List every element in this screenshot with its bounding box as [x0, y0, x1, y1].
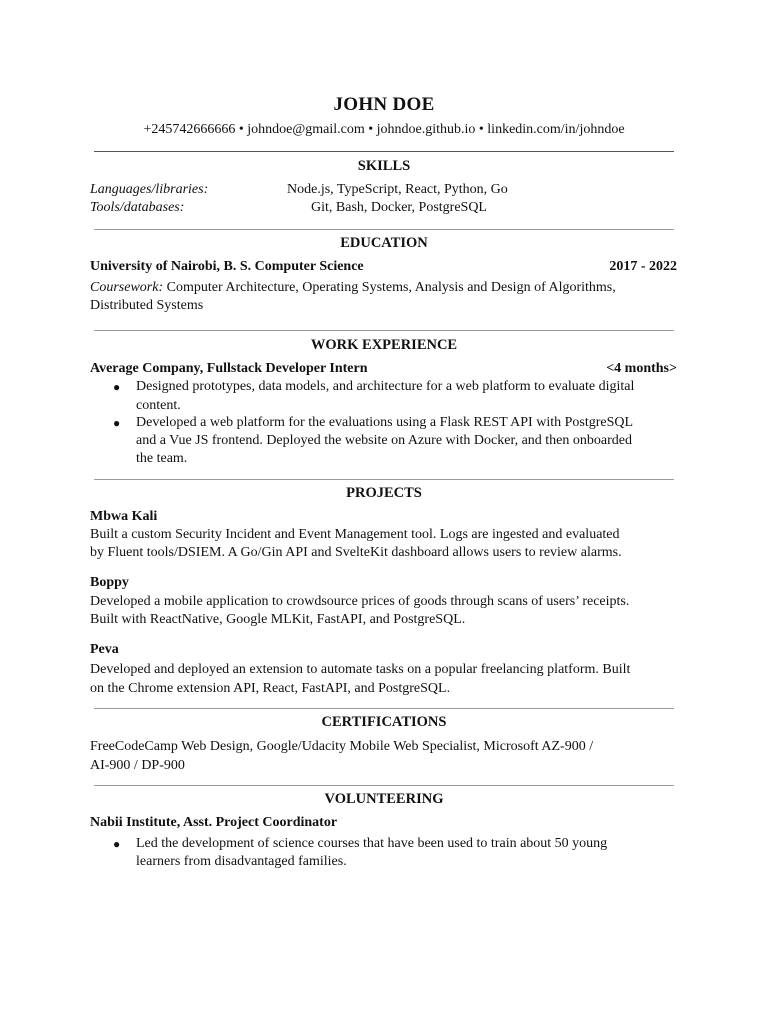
- project-desc-line2: Built with ReactNative, Google MLKit, FastAPI, and PostgreSQL.: [90, 612, 466, 627]
- header-divider: [94, 151, 674, 152]
- project-name: Peva: [90, 642, 119, 657]
- work-bullet-1-line1: Designed prototypes, data models, and architecture for a web platform to evaluate digital: [136, 379, 635, 394]
- volunteering-role: Nabii Institute, Asst. Project Coordinator: [90, 815, 338, 830]
- volunteering-heading: VOLUNTEERING: [324, 791, 444, 807]
- bullet-icon: ●: [113, 380, 121, 394]
- skills-value-tools: Git, Bash, Docker, PostgreSQL: [311, 200, 487, 215]
- coursework-line2: Distributed Systems: [90, 298, 204, 313]
- project-name: Boppy: [90, 575, 129, 590]
- section-divider: [94, 229, 674, 230]
- skills-heading: SKILLS: [357, 158, 411, 174]
- project-name: Mbwa Kali: [90, 509, 158, 524]
- projects-heading: PROJECTS: [346, 485, 422, 501]
- certifications-heading: CERTIFICATIONS: [321, 714, 447, 730]
- work-bullet-2-line3: the team.: [136, 451, 188, 466]
- project-desc-line1: Developed a mobile application to crowdsource prices of goods through scans of users’ receipts.: [90, 594, 630, 609]
- certifications-line1: FreeCodeCamp Web Design, Google/Udacity Mobile Web Specialist, Microsoft AZ-900 /: [90, 739, 594, 754]
- volunteering-bullet-line2: learners from disadvantaged families.: [136, 854, 347, 869]
- education-school: University of Nairobi, B. S. Computer Science: [90, 259, 364, 274]
- section-divider: [94, 708, 674, 709]
- contact-line: +245742666666 • johndoe@gmail.com • johndoe.github.io • linkedin.com/in/johndoe: [143, 122, 625, 137]
- project-desc-line2: on the Chrome extension API, React, FastAPI, and PostgreSQL.: [90, 681, 451, 696]
- work-role: Average Company, Fullstack Developer Intern: [90, 361, 368, 376]
- coursework-line1: Computer Architecture, Operating Systems, Analysis and Design of Algorithms,: [166, 280, 616, 295]
- project-desc-line2: by Fluent tools/DSIEM. A Go/Gin API and SvelteKit dashboard allows users to review alarms.: [90, 545, 622, 560]
- work-bullet-2-line2: and a Vue JS frontend. Deployed the website on Azure with Docker, and then onboarded: [136, 433, 632, 448]
- section-divider: [94, 785, 674, 786]
- bullet-icon: ●: [113, 837, 121, 851]
- project-desc-line1: Built a custom Security Incident and Event Management tool. Logs are ingested and evaluated: [90, 527, 620, 542]
- education-heading: EDUCATION: [340, 235, 428, 251]
- coursework-label: Coursework:: [90, 280, 164, 295]
- work-duration: <4 months>: [606, 361, 677, 376]
- resume-name: JOHN DOE: [333, 94, 435, 115]
- work-bullet-2-line1: Developed a web platform for the evaluations using a Flask REST API with PostgreSQL: [136, 415, 634, 430]
- skills-label-tools: Tools/databases:: [90, 200, 185, 215]
- certifications-line2: AI-900 / DP-900: [90, 758, 185, 773]
- project-desc-line1: Developed and deployed an extension to automate tasks on a popular freelancing platform. Built: [90, 662, 631, 677]
- work-bullet-1-line2: content.: [136, 398, 181, 413]
- education-coursework: [90, 279, 690, 297]
- section-divider: [94, 330, 674, 331]
- skills-label-languages: Languages/libraries:: [90, 182, 209, 197]
- volunteering-bullet-line1: Led the development of science courses that have been used to train about 50 young: [136, 836, 608, 851]
- work-heading: WORK EXPERIENCE: [310, 337, 458, 353]
- skills-value-languages: Node.js, TypeScript, React, Python, Go: [287, 182, 508, 197]
- bullet-icon: ●: [113, 416, 121, 430]
- education-dates: 2017 - 2022: [609, 259, 677, 274]
- section-divider: [94, 479, 674, 480]
